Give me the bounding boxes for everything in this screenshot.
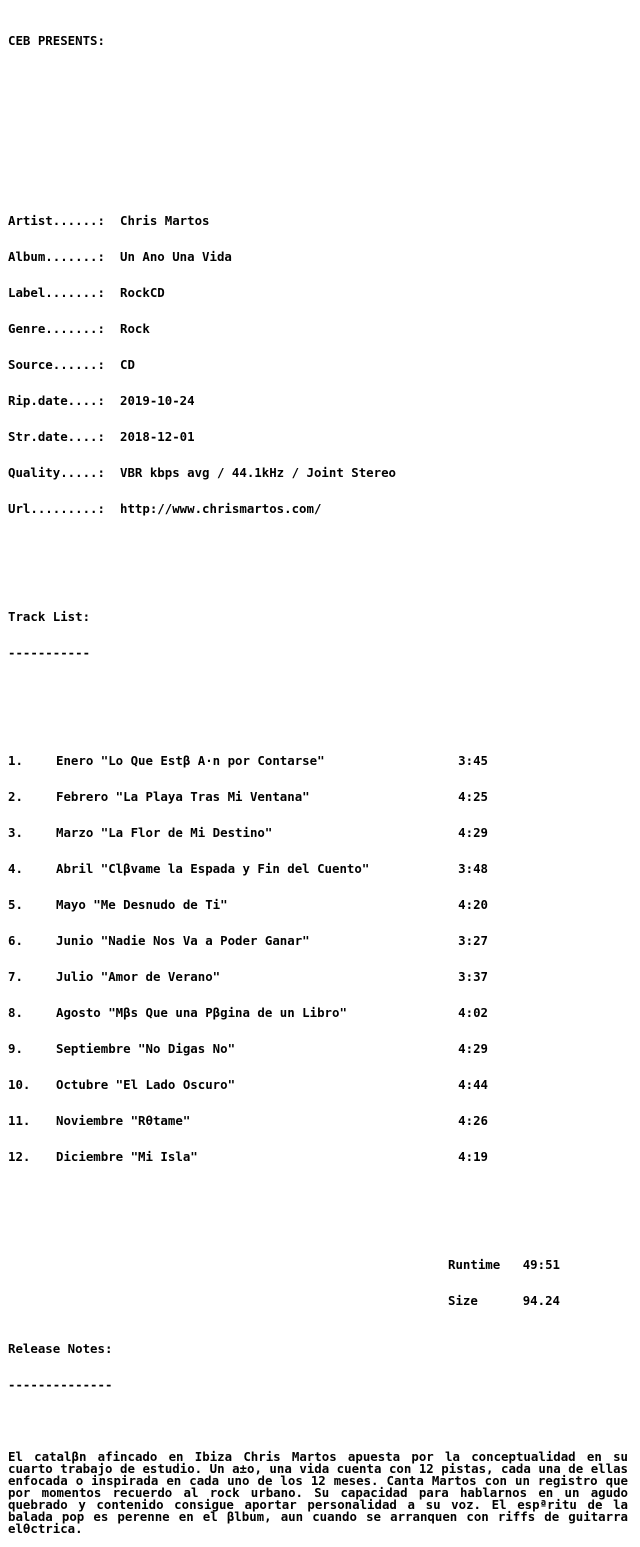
track-row: 2. Febrero "La Playa Tras Mi Ventana" 4:25 <box>8 789 488 804</box>
track-row: 5. Mayo "Me Desnudo de Ti" 4:20 <box>8 897 488 912</box>
track-row: 11. Noviembre "Rθtame" 4:26 <box>8 1113 488 1128</box>
track-row: 3. Marzo "La Flor de Mi Destino" 4:29 <box>8 825 488 840</box>
track-row: 9. Septiembre "No Digas No" 4:29 <box>8 1041 488 1056</box>
info-source: Source......: CD <box>8 357 135 372</box>
size-row <box>8 1295 628 1307</box>
header-title: CEB PRESENTS: <box>8 33 105 48</box>
nfo-document <box>8 11 628 1547</box>
info-str-date: Str.date....: 2018-12-01 <box>8 429 195 444</box>
info-rip-date: Rip.date....: 2019-10-24 <box>8 393 195 408</box>
track-row: 7. Julio "Amor de Verano" 3:37 <box>8 969 488 984</box>
runtime-row <box>8 1259 628 1271</box>
tracklist-underline: ----------- <box>8 645 91 660</box>
runtime-label: Runtime <box>448 1257 501 1272</box>
size-label: Size <box>448 1293 478 1308</box>
track-row: 4. Abril "Clβvame la Espada y Fin del Cuento" 3:48 <box>8 861 488 876</box>
size-value: 94.24 <box>522 1293 560 1308</box>
info-label: Label.......: RockCD <box>8 285 165 300</box>
track-row: 8. Agosto "Mβs Que una Pβgina de un Libro" 4:02 <box>8 1005 488 1020</box>
track-row: 6. Junio "Nadie Nos Va a Poder Ganar" 3:27 <box>8 933 488 948</box>
track-list <box>8 731 628 1187</box>
track-row: 1. Enero "Lo Que Estβ A·n por Contarse" 3:45 <box>8 753 488 768</box>
track-row: 12. Diciembre "Mi Isla" 4:19 <box>8 1149 488 1164</box>
release-notes-underline: -------------- <box>8 1377 113 1392</box>
release-notes-text: El catalβn afincado en Ibiza Chris Martos apuesta por la conceptualidad en su cuarto trabajo de estudio. Un a±o, una vida cuenta con 12 pistas, cada una de ellas enfocada o inspirada en cada uno de los 12 meses. Canta Martos con un registro que por momentos recuerdo al rock urbano. Su capacidad para hablarnos en un agudo quebrado y contenido consigue aportar personalidad a su voz. El espªritu de la balada pop es perenne en el βlbum, aun cuando se arranquen con riffs de guitarra elθctrica. <box>8 1449 628 1536</box>
tracklist-heading: Track List: <box>8 609 91 624</box>
info-genre: Genre.......: Rock <box>8 321 150 336</box>
info-album: Album.......: Un Ano Una Vida <box>8 249 232 264</box>
info-block <box>8 191 628 539</box>
release-notes-heading: Release Notes: <box>8 1341 113 1356</box>
info-artist: Artist......: Chris Martos <box>8 213 210 228</box>
track-row: 10. Octubre "El Lado Oscuro" 4:44 <box>8 1077 488 1092</box>
runtime-value: 49:51 <box>522 1257 560 1272</box>
info-url: Url.........: http://www.chrismartos.com/ <box>8 501 322 516</box>
info-quality: Quality.....: VBR kbps avg / 44.1kHz / Joint Stereo <box>8 465 397 480</box>
